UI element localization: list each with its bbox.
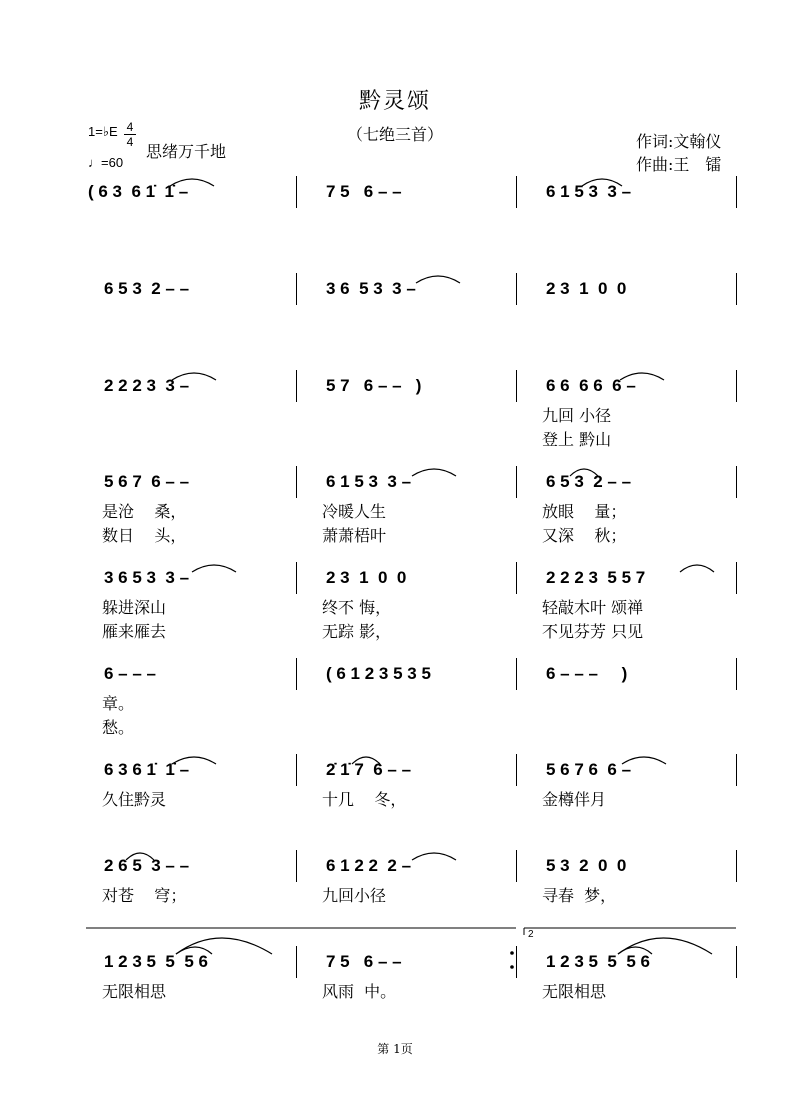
composer-credit: 作曲:王 镭: [636, 155, 722, 174]
measure-notes: 2̇ 1̇ 7 6 – –: [326, 760, 412, 779]
lyric-line: 久住黔灵: [102, 790, 167, 809]
measure-notes: 7 5 6 – –: [326, 182, 402, 201]
measure-notes: 2 2 2 3 3 –: [104, 376, 190, 395]
slur: [192, 565, 236, 572]
measure-notes: 6 1 5 3 3 –: [546, 182, 632, 201]
lyric-line: 九回小径: [322, 886, 387, 905]
measure-notes: 6 6 6 6 6 –: [546, 376, 636, 395]
expression-marking: 思绪万千地: [146, 142, 227, 161]
slur: [176, 938, 272, 954]
slur: [582, 179, 622, 186]
slur: [170, 179, 214, 186]
lyricist-credit: 作词:文翰仪: [636, 132, 722, 151]
measure-notes: 6 3 6 1̇ 1̇ –: [104, 760, 190, 779]
measure-notes: ( 6 1 2 3 5 3 5: [326, 664, 431, 683]
slur: [570, 469, 598, 476]
song-title: 黔灵颂: [358, 89, 431, 114]
slur: [618, 938, 712, 954]
lyric-line: 无踪 影，: [322, 622, 392, 641]
measure-notes: 6 – – – ): [546, 664, 628, 683]
lyric-line: 寻春 梦，: [542, 886, 617, 905]
measure-notes: 5 7 6 – – ): [326, 376, 422, 395]
lyric-line: 冷暖人生: [322, 502, 387, 521]
measure-notes: 6 1 2 2 2 –: [326, 856, 412, 875]
measure-notes: 3 6 5 3 3 –: [326, 279, 416, 298]
slur: [620, 373, 664, 380]
measure-notes: 2 3 1 0 0: [546, 279, 627, 298]
measure-notes: 2 3 1 0 0: [326, 568, 407, 587]
slur: [172, 373, 216, 380]
lyric-line: 又深 秋；: [542, 526, 627, 545]
slur: [412, 853, 456, 860]
measure-notes: 6 5 3 2 – –: [104, 279, 190, 298]
lyric-line: 无限相思: [102, 982, 167, 1001]
time-signature-bottom: 4: [124, 134, 136, 149]
slur: [416, 276, 460, 283]
song-subtitle: （七绝三首）: [346, 125, 443, 144]
slur: [622, 757, 666, 764]
lyric-line: 轻敲木叶 颂禅: [542, 598, 644, 617]
time-signature-top: 4: [126, 120, 134, 134]
measure-notes: 6 5 3 2 – –: [546, 472, 632, 491]
lyric-line: 无限相思: [542, 982, 607, 1001]
measure-notes: 2 2 2 3 5 5 7: [546, 568, 646, 587]
slur: [412, 469, 456, 476]
lyric-line: 雁来雁去: [102, 622, 167, 641]
repeat-dot-top: [510, 951, 514, 955]
lyric-line: 风雨 中。: [322, 982, 397, 1001]
measure-notes: 2 6 5 3 – –: [104, 856, 190, 875]
page-footer: 第 1页: [377, 1042, 413, 1056]
lyric-line: 愁。: [102, 718, 135, 737]
lyric-line: 对苍 穹；: [102, 886, 187, 905]
volta-label: 2: [528, 929, 534, 940]
lyric-line: 数日 头，: [102, 526, 187, 545]
lyric-line: 放眼 量；: [542, 502, 627, 521]
measure-notes: 5 6 7 6 – –: [104, 472, 190, 491]
slur: [680, 565, 714, 572]
lyric-line: 躲进深山: [102, 598, 167, 617]
measure-notes: 6 – – –: [104, 664, 156, 683]
measure-notes: ( 6 3 6 1̇ 1̇ –: [88, 182, 189, 201]
lyric-line: 金樽伴月: [542, 790, 607, 809]
lyric-line: 萧萧梧叶: [322, 526, 387, 545]
measure-notes: 5 3 2 0 0: [546, 856, 627, 875]
slur: [126, 853, 154, 860]
measure-notes: 1 2 3 5 5 5 6: [104, 952, 208, 971]
slur: [172, 757, 216, 764]
lyric-line: 是沧 桑，: [102, 502, 187, 521]
lyric-line: 十几 冬，: [322, 790, 407, 809]
measure-notes: 5 6 7 6 6 –: [546, 760, 632, 779]
slur: [176, 947, 212, 954]
repeat-dot-bottom: [510, 965, 514, 969]
measure-notes: 6 1 5 3 3 –: [326, 472, 412, 491]
lyric-line: 终不 悔，: [322, 598, 392, 617]
lyric-line: 不见芬芳 只见: [542, 622, 644, 641]
measure-notes: 1 2 3 5 5 5 6: [546, 952, 650, 971]
lyric-line: 章。: [102, 694, 135, 713]
measure-notes: 7 5 6 – –: [326, 952, 402, 971]
key-signature: 1=♭E: [88, 124, 118, 139]
slur: [618, 947, 652, 954]
tempo-marking: ♩=60: [88, 155, 124, 170]
measure-notes: 3 6 5 3 3 –: [104, 568, 190, 587]
lyric-line: 登上 黔山: [542, 430, 612, 449]
slur: [352, 757, 380, 764]
lyric-line: 九回 小径: [542, 406, 612, 425]
